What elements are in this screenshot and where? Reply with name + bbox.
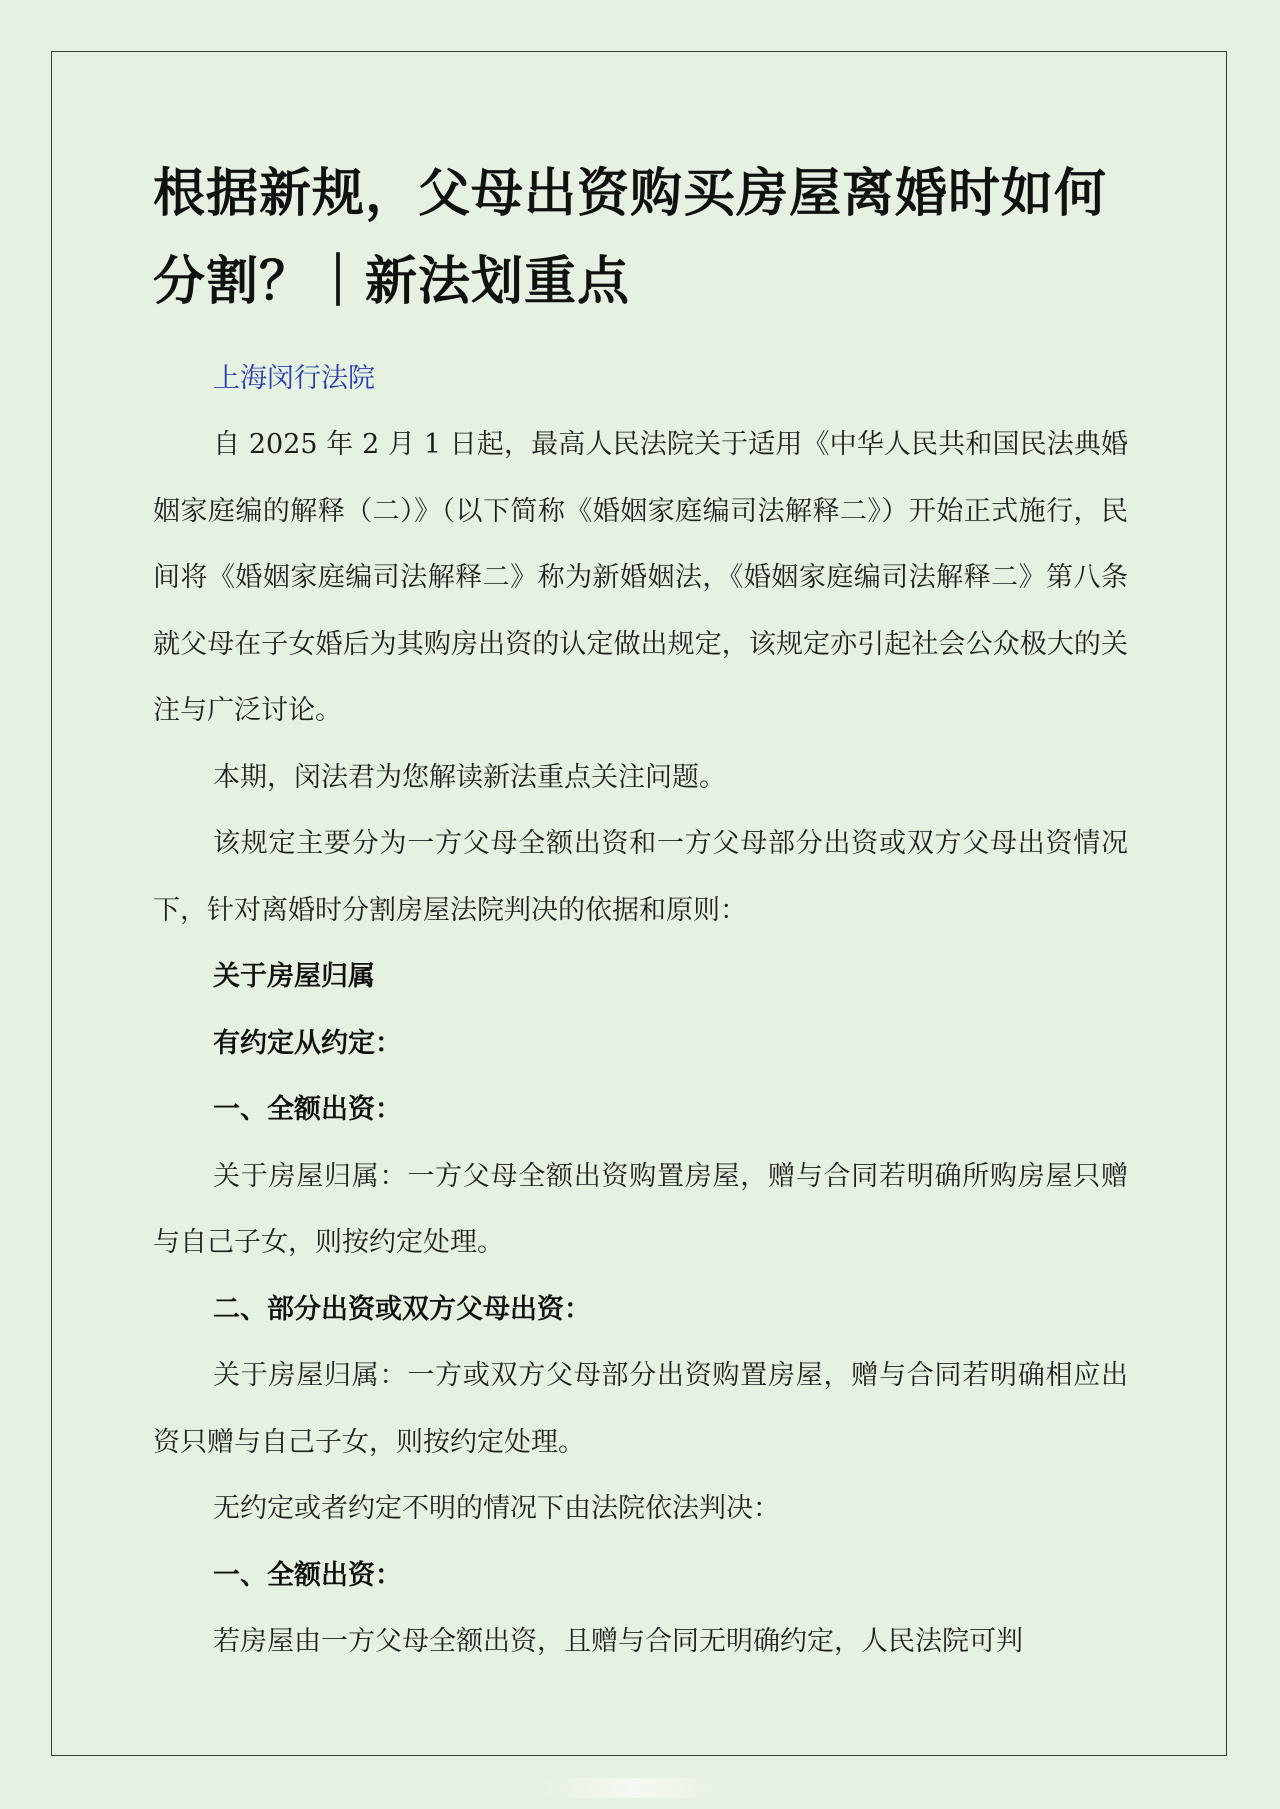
section-heading: 有约定从约定： — [213, 1027, 402, 1059]
article-author: 上海闵行法院 — [213, 363, 375, 394]
article-title: 根据新规，父母出资购买房屋离婚时如何分割？｜新法划重点 — [153, 164, 1108, 312]
article — [153, 150, 1128, 1676]
paragraph: 关于房屋归属：一方或双方父母部分出资购置房屋，赠与合同若明确相应出资只赠与自己子女，则按约定处理。 — [153, 1360, 1128, 1458]
paragraph: 关于房屋归属：一方父母全额出资购置房屋，赠与合同若明确所购房屋只赠与自己子女，则按约定处理。 — [153, 1160, 1128, 1258]
paragraph: 自 2025 年 2 月 1 日起，最高人民法院关于适用《中华人民共和国民法典婚姻家庭编的解释（二）》（以下简称《婚姻家庭编司法解释二》）开始正式施行，民间将《婚姻家庭编司法解释二》称为新婚姻法，《婚姻家庭编司法解释二》第八条就父母在子女婚后为其购房出资的认定做出规定，该规定亦引起社会公众极大的关注与广泛讨论。 — [153, 429, 1128, 726]
paragraph: 该规定主要分为一方父母全额出资和一方父母部分出资或双方父母出资情况下，针对离婚时分割房屋法院判决的依据和原则： — [153, 828, 1128, 926]
paragraph: 本期，闵法君为您解读新法重点关注问题。 — [213, 761, 726, 793]
section-heading: 一、全额出资： — [213, 1094, 402, 1125]
paragraph: 无约定或者约定不明的情况下由法院依法判决： — [213, 1493, 780, 1524]
paragraph: 若房屋由一方父母全额出资，且赠与合同无明确约定，人民法院可判 — [213, 1626, 1023, 1657]
article-body — [153, 412, 1128, 1676]
section-heading: 关于房屋归属 — [213, 961, 375, 992]
section-heading: 一、全额出资： — [213, 1559, 402, 1591]
section-heading: 二、部分出资或双方父母出资： — [213, 1293, 591, 1325]
watermark — [540, 1778, 730, 1798]
